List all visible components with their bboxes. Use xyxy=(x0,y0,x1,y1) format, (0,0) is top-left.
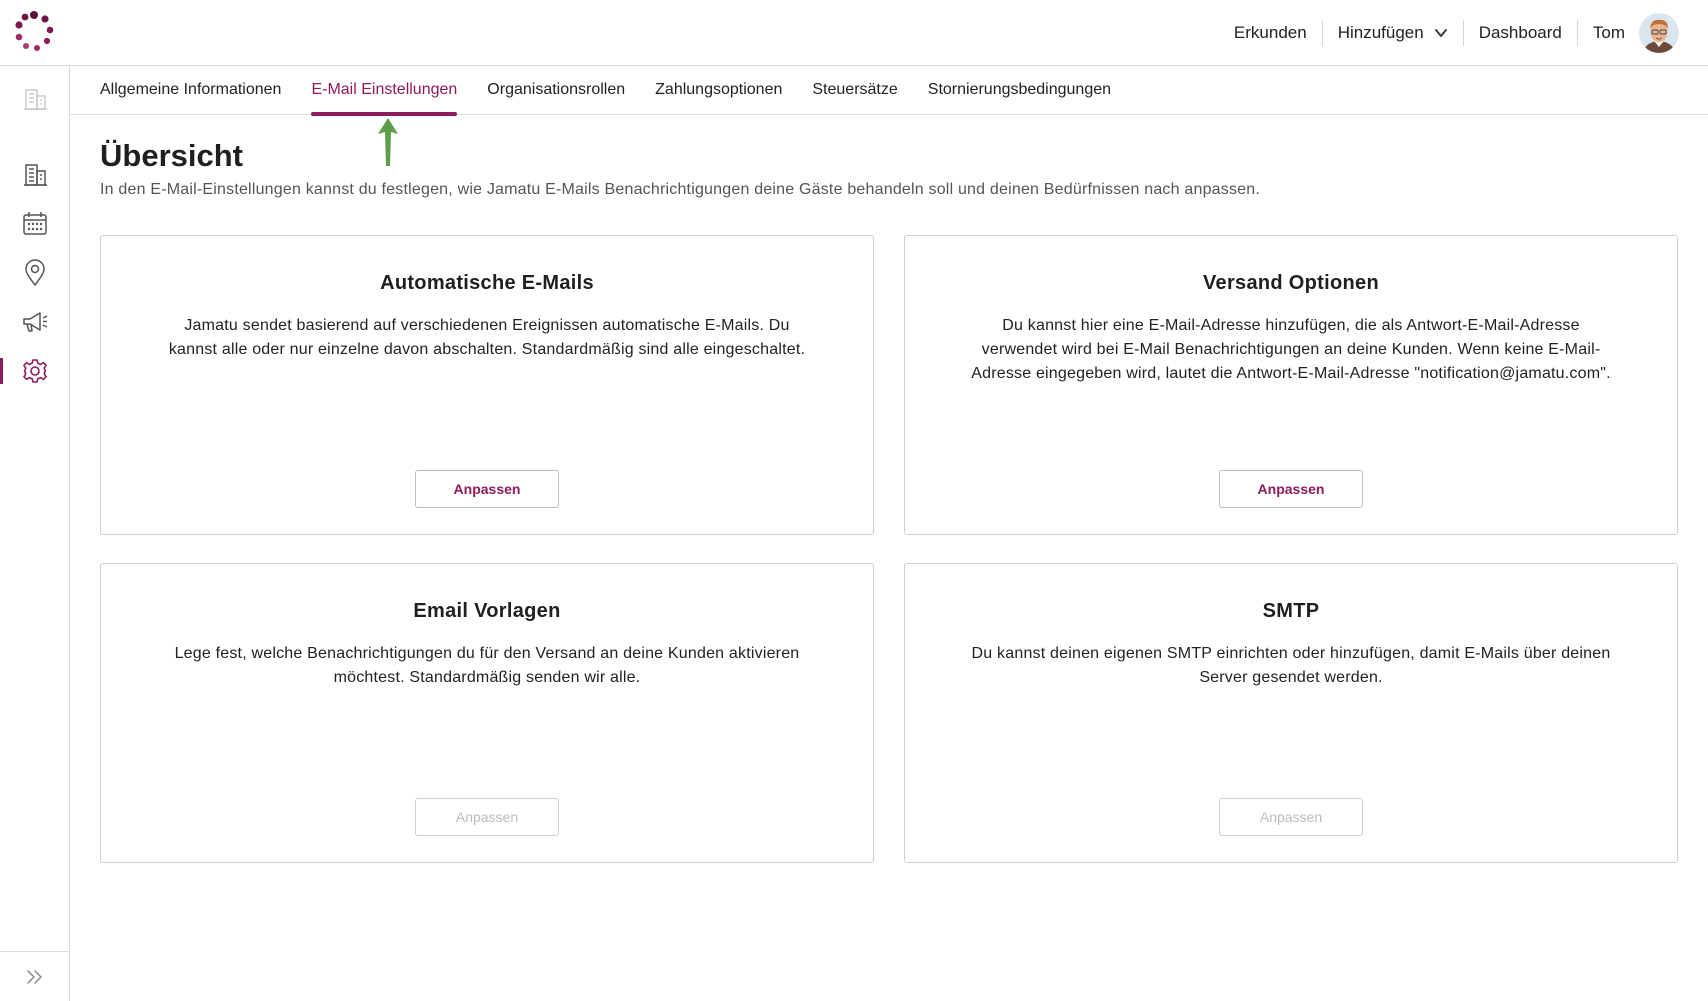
card-email-vorlagen xyxy=(100,563,874,863)
card-title: Automatische E-Mails xyxy=(380,272,594,294)
anpassen-button[interactable]: Anpassen xyxy=(415,470,559,508)
avatar[interactable] xyxy=(1639,13,1679,53)
card-title: Versand Optionen xyxy=(1203,272,1379,294)
card-smtp xyxy=(904,563,1678,863)
card-description: Du kannst hier eine E-Mail-Adresse hinzufügen, die als Antwort-E-Mail-Adresse verwendet wird bei E-Mail Benachrichtigungen an deine Kunden. Wenn keine E-Mail-Adresse eingegeben wird, lautet die Antwort-E-Mail-Adresse "notification@jamatu.com". xyxy=(971,317,1611,382)
annotation-arrow-up-icon xyxy=(376,116,400,168)
anpassen-button-disabled[interactable]: Anpassen xyxy=(415,798,559,836)
card-description: Du kannst deinen eigenen SMTP einrichten oder hinzufügen, damit E-Mails über deinen Server gesendet werden. xyxy=(971,645,1611,686)
card-title: SMTP xyxy=(1262,600,1320,622)
building-faded-icon xyxy=(21,85,49,113)
card-automatische-emails xyxy=(100,235,874,535)
card-description: Jamatu sendet basierend auf verschiedenen Ereignissen automatische E-Mails. Du kannst alle oder nur einzelne davon abschalten. Standardmäßig sind alle eingeschaltet. xyxy=(168,317,806,358)
nav-erkunden-label: Erkunden xyxy=(1233,23,1307,42)
nav-dashboard-label: Dashboard xyxy=(1478,23,1562,42)
top-header xyxy=(0,0,1708,66)
anpassen-button-disabled[interactable]: Anpassen xyxy=(1219,798,1363,836)
card-description: Lege fest, welche Benachrichtigungen du für den Versand an deine Kunden aktivieren möchtest. Standardmäßig senden wir alle. xyxy=(174,645,800,686)
sidebar-item-organization-faded[interactable] xyxy=(20,84,50,114)
sidebar-item-settings[interactable] xyxy=(20,356,50,386)
sidebar xyxy=(0,66,70,1001)
nav-erkunden[interactable] xyxy=(1219,20,1322,46)
tab-allgemeine-informationen[interactable]: Allgemeine Informationen xyxy=(100,81,282,98)
user-menu[interactable] xyxy=(1578,20,1694,46)
settings-tabs xyxy=(70,66,1708,115)
sidebar-item-locations[interactable] xyxy=(20,160,50,190)
tab-stornierungsbedingungen[interactable]: Stornierungsbedingungen xyxy=(927,81,1112,98)
calendar-icon xyxy=(21,210,49,238)
tab-steuersaetze[interactable]: Steuersätze xyxy=(812,81,898,98)
gear-icon xyxy=(21,357,49,385)
jamatu-logo[interactable] xyxy=(12,10,56,54)
chevron-down-icon xyxy=(1434,26,1448,40)
building-icon xyxy=(21,161,49,189)
tab-zahlungsoptionen[interactable]: Zahlungsoptionen xyxy=(655,81,783,98)
sidebar-item-location[interactable] xyxy=(20,258,50,288)
top-navigation xyxy=(1219,0,1694,66)
megaphone-icon xyxy=(21,308,49,336)
location-pin-icon xyxy=(21,259,49,287)
card-title: Email Vorlagen xyxy=(413,600,561,622)
nav-dashboard[interactable] xyxy=(1464,20,1577,46)
user-name: Tom xyxy=(1592,23,1625,42)
nav-hinzufuegen-label: Hinzufügen xyxy=(1337,23,1424,42)
double-chevron-right-icon xyxy=(25,967,45,987)
sidebar-expand-button[interactable] xyxy=(0,951,70,1001)
sidebar-item-calendar[interactable] xyxy=(20,209,50,239)
page-description: In den E-Mail-Einstellungen kannst du festlegen, wie Jamatu E-Mails Benachrichtigungen deine Gäste behandeln soll und deinen Bedürfnissen nach anpassen. xyxy=(100,181,1261,198)
card-versand-optionen xyxy=(904,235,1678,535)
anpassen-button[interactable]: Anpassen xyxy=(1219,470,1363,508)
sidebar-active-indicator xyxy=(0,358,3,384)
tab-organisationsrollen[interactable]: Organisationsrollen xyxy=(487,81,626,98)
tab-email-einstellungen[interactable]: E-Mail Einstellungen xyxy=(311,66,457,115)
nav-hinzufuegen-dropdown[interactable] xyxy=(1323,20,1463,46)
page-title: Übersicht xyxy=(100,138,243,173)
sidebar-item-marketing[interactable] xyxy=(20,307,50,337)
